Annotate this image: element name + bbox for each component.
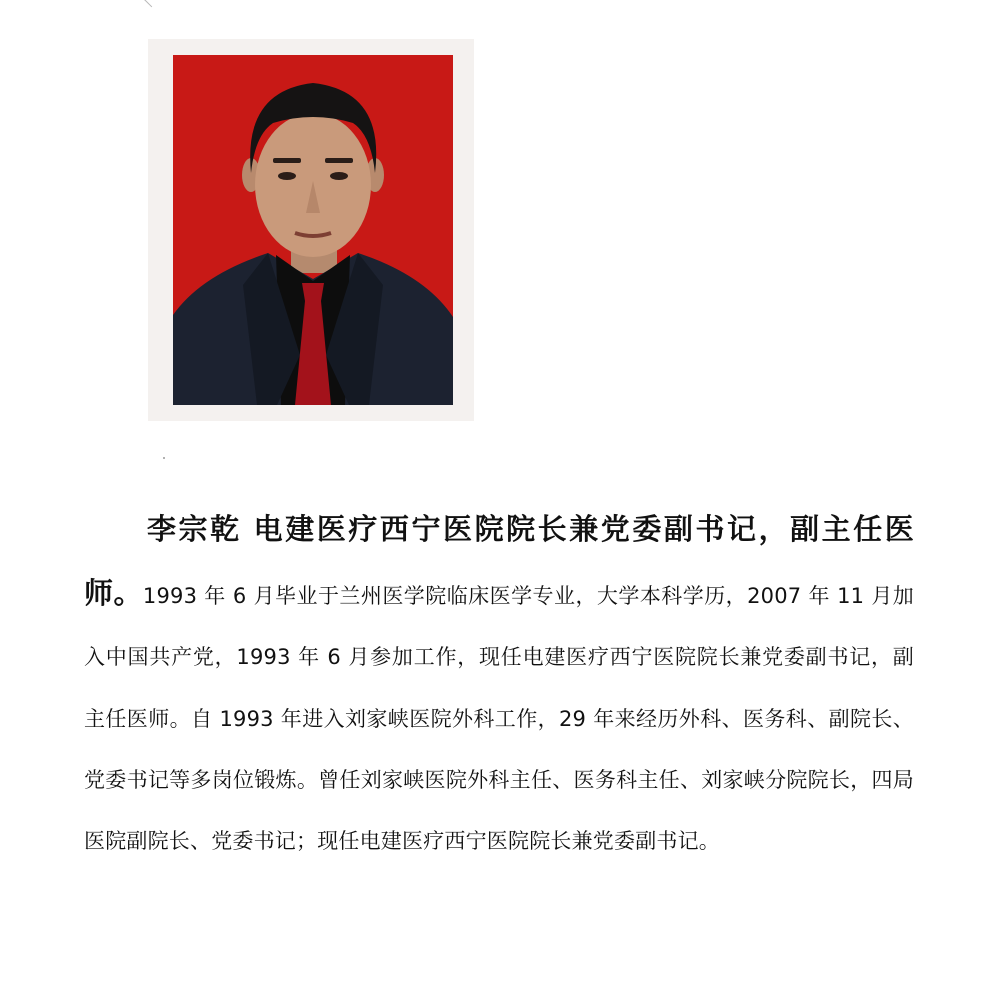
right-eyebrow — [325, 158, 353, 163]
person-name: 李宗乾 — [147, 512, 242, 546]
title-line: 电建医疗西宁医院院长兼党委副书记，副主任医师。 — [84, 512, 914, 611]
portrait-image — [173, 55, 453, 405]
biography-text: 1993 年 6 月毕业于兰州医学院临床医学专业，大学本科学历，2007 年 11 月加入中国共产党，1993 年 6 月参加工作，现任电建医疗西宁医院院长兼党委副书记，副主任医师。自 1993 年进入刘家峡医院外科工作，29 年来经历外科、医务科、副院长、党委书记等多岗位锻炼。曾任刘家峡医院外科主任、医务科主任、刘家峡分院院长，四局医院副院长、党委书记；现任电建医疗西宁医院院长兼党委副书记。 — [84, 584, 914, 854]
page-corner-mark — [144, 0, 160, 7]
left-eyebrow — [273, 158, 301, 163]
portrait-photo — [148, 39, 474, 421]
biography-paragraph — [84, 499, 914, 872]
scan-speck — [163, 457, 165, 459]
left-eye — [278, 172, 296, 180]
right-eye — [330, 172, 348, 180]
